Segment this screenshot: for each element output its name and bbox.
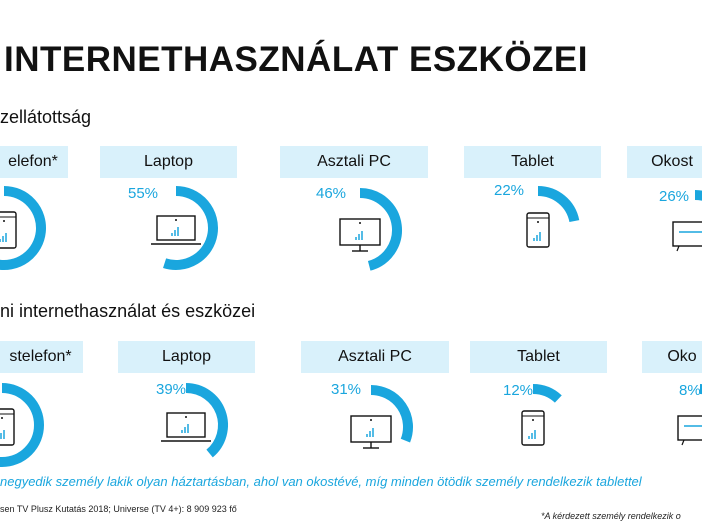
smart-tv-icon: [673, 222, 702, 251]
smart-tv-icon: [678, 416, 702, 445]
donut-smartphone: [0, 380, 47, 470]
donut-laptop: [131, 183, 221, 273]
section-title-ownership-text: zellátottság: [0, 107, 92, 127]
donut-arc: [538, 191, 574, 221]
device-label-smartphone: elefon*: [0, 146, 68, 178]
section-title-usage: ni internethasználat és eszközei: [0, 301, 256, 321]
percent-value: 55%: [128, 185, 159, 202]
tablet-icon: [527, 213, 549, 247]
section-title-ownership: [0, 107, 91, 128]
percent-value: 26%: [659, 188, 690, 205]
device-label-smartphone: stelefon*: [0, 341, 83, 373]
donut-desktop: [315, 185, 405, 275]
donut-desktop: [326, 382, 416, 472]
summary-note: negyedik személy lakik olyan háztartásban, ahol van okostévé, míg minden ötödik személy rendelkezik tablettel: [0, 474, 642, 489]
smartphone-icon: [0, 409, 14, 445]
donut-arc: [0, 191, 41, 265]
tablet-icon: [522, 411, 544, 445]
device-label-smart-tv: Oko: [642, 341, 702, 373]
device-label-smart-tv: Okost: [627, 146, 702, 178]
donut-smartphone: [0, 183, 49, 273]
donut-laptop: [141, 380, 231, 470]
device-label-tablet: Tablet: [470, 341, 607, 373]
laptop-icon: [161, 413, 211, 441]
donut-arc: [165, 191, 213, 265]
desktop-icon: [340, 219, 380, 251]
desktop-icon: [351, 416, 391, 448]
device-label-desktop: Asztali PC: [301, 341, 449, 373]
device-label-laptop: Laptop: [100, 146, 237, 178]
source-line: sen TV Plusz Kutatás 2018; Universe (TV 4+): 8 909 923 fő: [0, 504, 237, 514]
percent-value: 22%: [494, 182, 525, 199]
donut-arc: [695, 195, 702, 234]
donut-arc: [360, 193, 397, 266]
smartphone-icon: [0, 212, 16, 248]
donut-tablet: [493, 183, 583, 273]
percent-value: 31%: [331, 381, 362, 398]
device-label-laptop: Laptop: [118, 341, 255, 373]
laptop-icon: [151, 216, 201, 244]
footnote: *A kérdezett személy rendelkezik o: [541, 511, 681, 521]
donut-smart-tv: [650, 187, 702, 277]
percent-value: 12%: [503, 382, 534, 399]
percent-value: 39%: [156, 381, 187, 398]
donut-smart-tv: [655, 381, 702, 471]
percent-value: 8%: [679, 382, 701, 399]
donut-arc: [533, 389, 558, 399]
page-title: INTERNETHASZNÁLAT ESZKÖZEI: [4, 40, 589, 79]
donut-arc: [0, 388, 39, 462]
percent-value: 46%: [316, 185, 347, 202]
device-label-desktop: Asztali PC: [280, 146, 428, 178]
device-label-tablet: Tablet: [464, 146, 601, 178]
donut-tablet: [488, 381, 578, 471]
